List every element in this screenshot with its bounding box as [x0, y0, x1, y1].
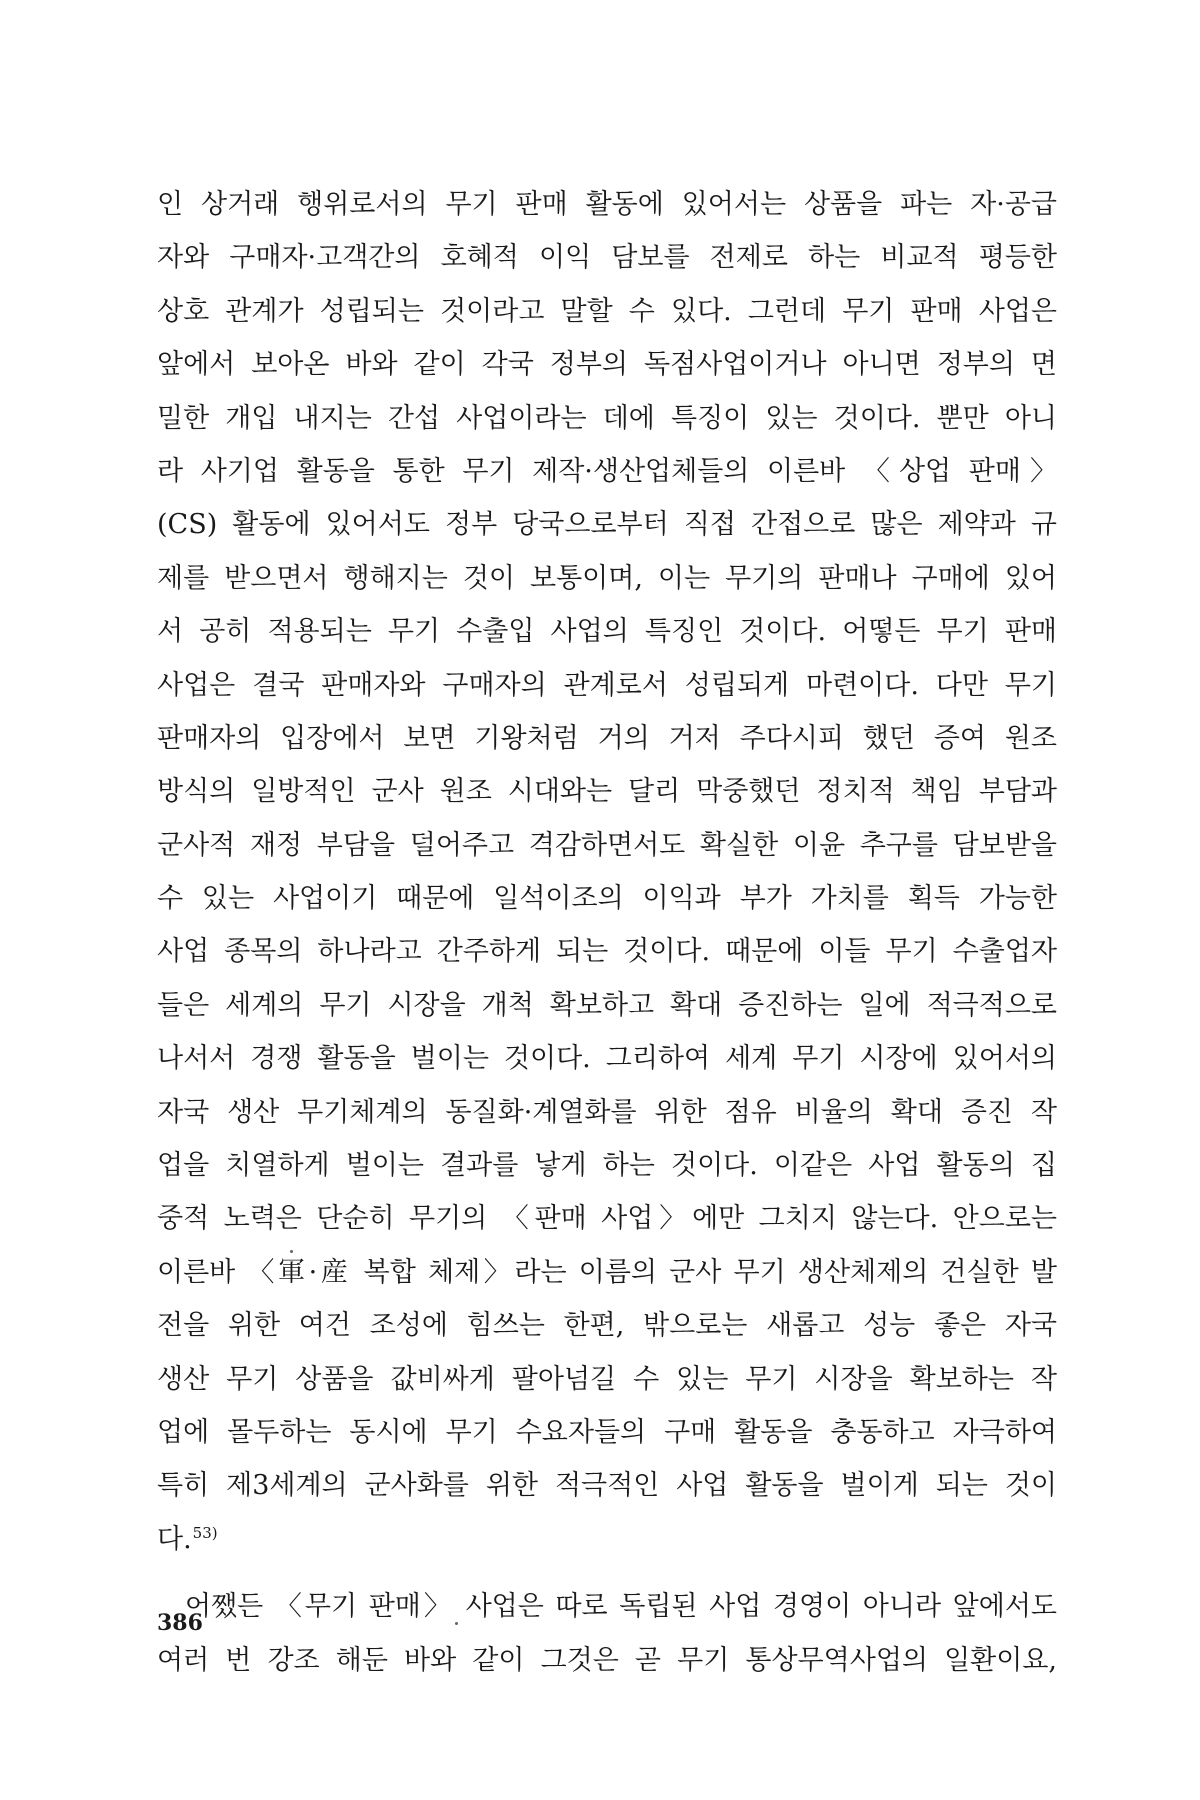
page-number: 386 — [157, 1610, 203, 1636]
text-line: 인 상거래 행위로서의 무기 판매 활동에 있어서는 상품을 파는 자·공급 — [157, 189, 1057, 220]
text-line: 서 공히 적용되는 무기 수출입 사업의 특징인 것이다. 어떻든 무기 판매 — [157, 616, 1057, 648]
text-line: 나서서 경쟁 활동을 벌이는 것이다. 그리하여 세계 무기 시장에 있어서의 — [157, 1043, 1057, 1075]
text-line: 사업은 결국 판매자와 구매자의 관계로서 성립되게 마련이다. 다만 무기 — [157, 669, 1057, 701]
paragraph-1-last-line — [157, 1513, 1057, 1566]
body-text — [157, 178, 1057, 1687]
paragraph-1 — [157, 178, 1057, 1513]
text-line: 판매자의 입장에서 보면 기왕처럼 거의 거저 주다시피 했던 증여 원조 — [157, 722, 1057, 754]
scan-speck — [455, 1622, 458, 1625]
text-line: 제를 받으면서 행해지는 것이 보통이며, 이는 무기의 판매나 구매에 있어 — [157, 562, 1057, 594]
text-line: 전을 위한 여건 조성에 힘쓰는 한편, 밖으로는 새롭고 성능 좋은 자국 — [157, 1310, 1057, 1342]
text-line: 자와 구매자·고객간의 호혜적 이익 담보를 전제로 하는 비교적 평등한 — [157, 242, 1057, 274]
text-line: 군사적 재정 부담을 덜어주고 격감하면서도 확실한 이윤 추구를 담보받을 — [157, 829, 1057, 861]
paragraph-2 — [157, 1580, 1057, 1687]
scan-speck — [290, 1250, 293, 1253]
text-line: 자국 생산 무기체계의 동질화·계열화를 위한 점유 비율의 확대 증진 작 — [157, 1096, 1057, 1128]
text-line: 상호 관계가 성립되는 것이라고 말할 수 있다. 그런데 무기 판매 사업은 — [157, 295, 1057, 327]
footnote-reference: 53) — [192, 1523, 218, 1542]
text-line: 앞에서 보아온 바와 같이 각국 정부의 독점사업이거나 아니면 정부의 면 — [157, 349, 1057, 381]
text-line: 생산 무기 상품을 값비싸게 팔아넘길 수 있는 무기 시장을 확보하는 작 — [157, 1363, 1057, 1395]
text-line: 특히 제3세계의 군사화를 위한 적극적인 사업 활동을 벌이게 되는 것이 — [157, 1470, 1057, 1502]
text-line: 수 있는 사업이기 때문에 일석이조의 이익과 부가 가치를 획득 가능한 — [157, 883, 1057, 915]
text-line: 라 사기업 활동을 통한 무기 제작·생산업체들의 이른바 〈상업 판매〉 — [157, 455, 1057, 487]
text-line: 어쨌든 〈무기 판매〉 사업은 따로 독립된 사업 경영이 아니라 앞에서도 — [185, 1591, 1057, 1623]
paragraph-gap — [157, 1566, 1057, 1580]
text-line: 업을 치열하게 벌이는 결과를 낳게 하는 것이다. 이같은 사업 활동의 집 — [157, 1150, 1057, 1182]
text-line: 중적 노력은 단순히 무기의 〈판매 사업〉에만 그치지 않는다. 안으로는 — [157, 1203, 1057, 1235]
text-line: 사업 종목의 하나라고 간주하게 되는 것이다. 때문에 이들 무기 수출업자 — [157, 936, 1057, 968]
last-line-text: 다. — [157, 1523, 192, 1555]
text-line: 여러 번 강조 해둔 바와 같이 그것은 곧 무기 통상무역사업의 일환이요, — [157, 1644, 1057, 1676]
text-line: 이른바 〈軍·産 복합 체제〉라는 이름의 군사 무기 생산체제의 건실한 발 — [157, 1256, 1057, 1288]
text-line: (CS) 활동에 있어서도 정부 당국으로부터 직접 간접으로 많은 제약과 규 — [157, 509, 1057, 541]
text-line: 업에 몰두하는 동시에 무기 수요자들의 구매 활동을 충동하고 자극하여 — [157, 1416, 1057, 1448]
text-line: 방식의 일방적인 군사 원조 시대와는 달리 막중했던 정치적 책임 부담과 — [157, 776, 1057, 808]
text-line: 밀한 개입 내지는 간섭 사업이라는 데에 특징이 있는 것이다. 뿐만 아니 — [157, 402, 1057, 434]
text-line: 들은 세계의 무기 시장을 개척 확보하고 확대 증진하는 일에 적극적으로 — [157, 989, 1057, 1021]
